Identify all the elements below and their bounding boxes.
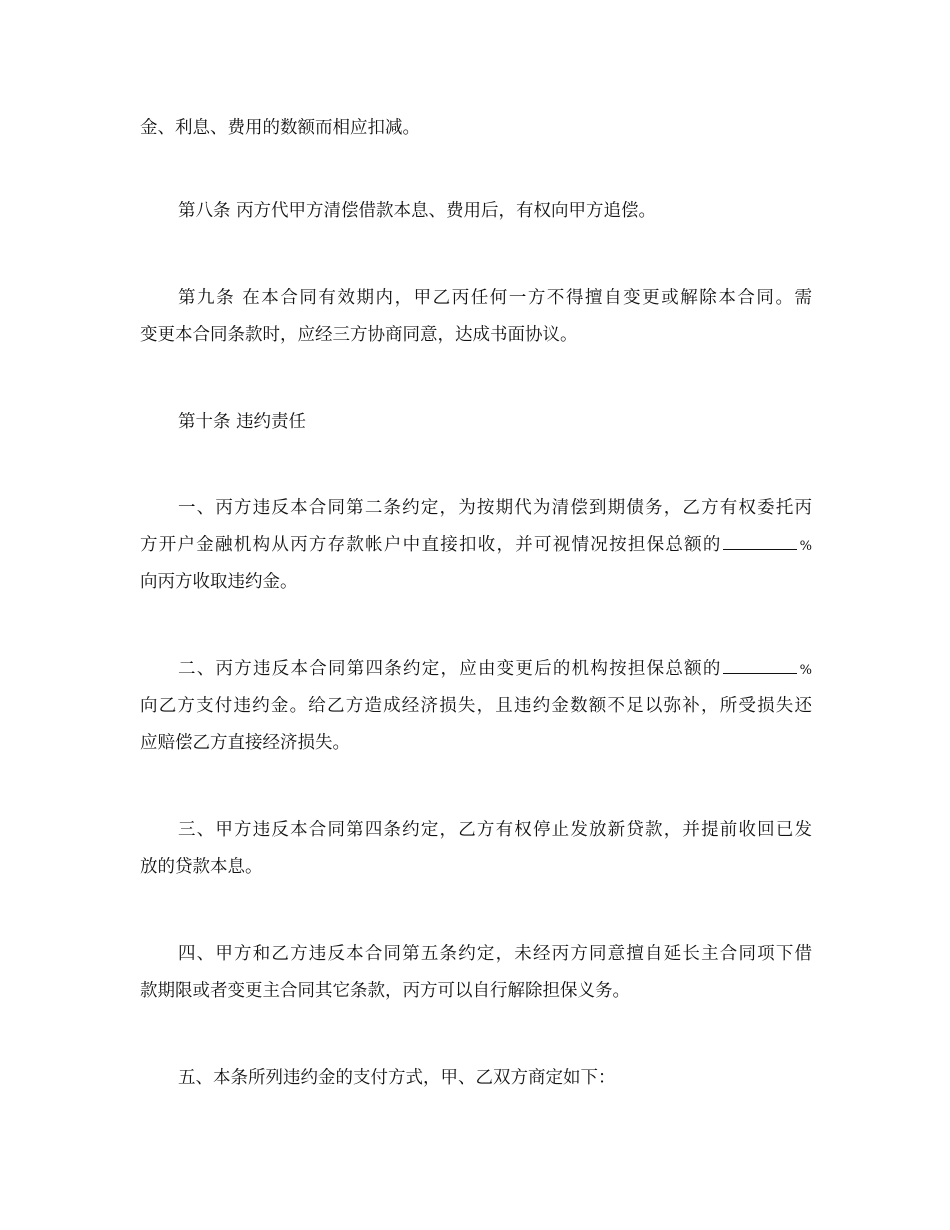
article-9-line-1: 第九条 在本合同有效期内，甲乙丙任何一方不得擅自变更或解除本合同。需 [178, 288, 812, 308]
breach-item-5-line-1: 五、本条所列违约金的支付方式，甲、乙双方商定如下： [178, 1068, 616, 1088]
breach-item-2-line-2: 向乙方支付违约金。给乙方造成经济损失，且违约金数额不足以弥补，所受损失还 [140, 696, 812, 716]
percentage-blank-field [723, 658, 797, 674]
breach-item-1-line-1: 一、丙方违反本合同第二条约定，为按期代为清偿到期债务，乙方有权委托丙 [178, 498, 812, 518]
percent-sign: % [799, 539, 812, 554]
percentage-blank-field [723, 534, 797, 550]
breach-item-4-line-2: 款期限或者变更主合同其它条款，丙方可以自行解除担保义务。 [140, 981, 630, 1001]
article-10-heading: 第十条 违约责任 [178, 412, 307, 432]
breach-item-4-line-1: 四、甲方和乙方违反本合同第五条约定，未经丙方同意擅自延长主合同项下借 [178, 944, 812, 964]
breach-item-2-line-3: 应赔偿乙方直接经济损失。 [140, 733, 350, 753]
breach-item-1-line-3: 向丙方收取违约金。 [140, 572, 298, 592]
percent-sign: % [799, 663, 812, 678]
breach-item-3-line-1: 三、甲方违反本合同第四条约定，乙方有权停止发放新贷款，并提前收回已发 [178, 820, 812, 840]
breach-item-2-line-1-text: 二、丙方违反本合同第四条约定，应由变更后的机构按担保总额的 [178, 659, 722, 679]
paragraph-continuation-line: 金、利息、费用的数额而相应扣减。 [140, 118, 420, 138]
article-9-line-2: 变更本合同条款时，应经三方协商同意，达成书面协议。 [140, 325, 578, 345]
breach-item-1-line-2-text: 方开户金融机构从丙方存款帐户中直接扣收，并可视情况按担保总额的 [140, 535, 722, 555]
breach-item-3-line-2: 放的贷款本息。 [140, 857, 263, 877]
breach-item-2-line-1 [178, 657, 812, 683]
breach-item-1-line-2 [140, 533, 812, 559]
article-8-line: 第八条 丙方代甲方清偿借款本息、费用后，有权向甲方追偿。 [178, 201, 657, 221]
